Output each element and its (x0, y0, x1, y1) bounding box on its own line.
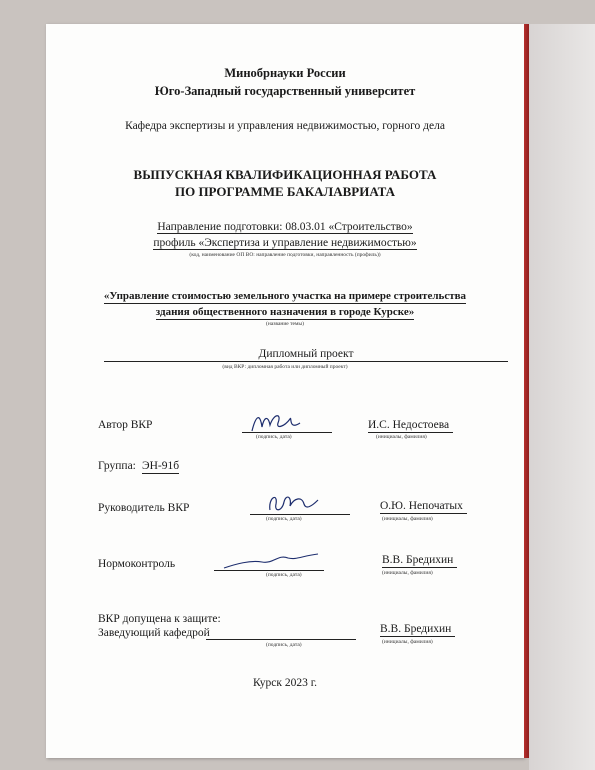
theme-note: (название темы) (266, 321, 304, 327)
admission-sign-note: (подпись, дата) (266, 642, 302, 648)
work-kind-note: (вид ВКР: дипломная работа или дипломный проект) (222, 364, 348, 370)
author-label: Автор ВКР (98, 419, 153, 431)
university-name: Юго-Западный государственный университет (154, 84, 416, 98)
work-type-line1: ВЫПУСКНАЯ КВАЛИФИКАЦИОННАЯ РАБОТА (133, 167, 437, 182)
group-value: ЭН-91б (142, 460, 180, 472)
normcontrol-name: В.В. Бредихин (382, 554, 457, 568)
profile: профиль «Экспертиза и управление недвижимостью» (153, 237, 417, 249)
department-name: Кафедра экспертизы и управления недвижимостью, горного дела (125, 120, 445, 132)
supervisor-name: О.Ю. Непочатых (380, 500, 467, 514)
normcontrol-signature-icon (222, 548, 322, 574)
admission-label: ВКР допущена к защите: (98, 613, 221, 625)
head-of-department-label: Заведующий кафедрой (98, 627, 210, 639)
title-page (46, 24, 524, 758)
supervisor-sign-note: (подпись, дата) (266, 516, 302, 522)
author-sign-note: (подпись, дата) (256, 434, 292, 440)
work-type-line2: ПО ПРОГРАММЕ БАКАЛАВРИАТА (174, 184, 396, 199)
supervisor-name-note: (инициалы, фамилия) (382, 516, 433, 522)
theme-title-line2: здания общественного назначения в городе Курске» (155, 306, 415, 318)
admission-sign-line (206, 639, 356, 640)
author-name: И.С. Недостоева (368, 419, 453, 433)
supervisor-signature-icon (264, 490, 322, 518)
city-year: Курск 2023 г. (252, 677, 318, 689)
normcontrol-name-note: (инициалы, фамилия) (382, 570, 433, 576)
direction: Направление подготовки: 08.03.01 «Строительство» (157, 221, 413, 233)
admission-name: В.В. Бредихин (380, 623, 455, 637)
normcontrol-label: Нормоконтроль (98, 558, 176, 570)
supervisor-label: Руководитель ВКР (98, 502, 190, 514)
normcontrol-sign-note: (подпись, дата) (266, 572, 302, 578)
theme-title-line1: «Управление стоимостью земельного участка на примере строительства (103, 290, 467, 302)
program-note: (код, наименование ОП ВО: направление подготовки, направленность (профиль)) (189, 252, 381, 258)
author-signature-icon (248, 409, 308, 437)
admission-name-note: (инициалы, фамилия) (382, 639, 433, 645)
work-kind: Дипломный проект (104, 348, 508, 362)
author-name-note: (инициалы, фамилия) (376, 434, 427, 440)
ministry-name: Минобрнауки России (224, 66, 346, 80)
background-edge (529, 24, 595, 770)
group-label: Группа: (98, 460, 136, 472)
